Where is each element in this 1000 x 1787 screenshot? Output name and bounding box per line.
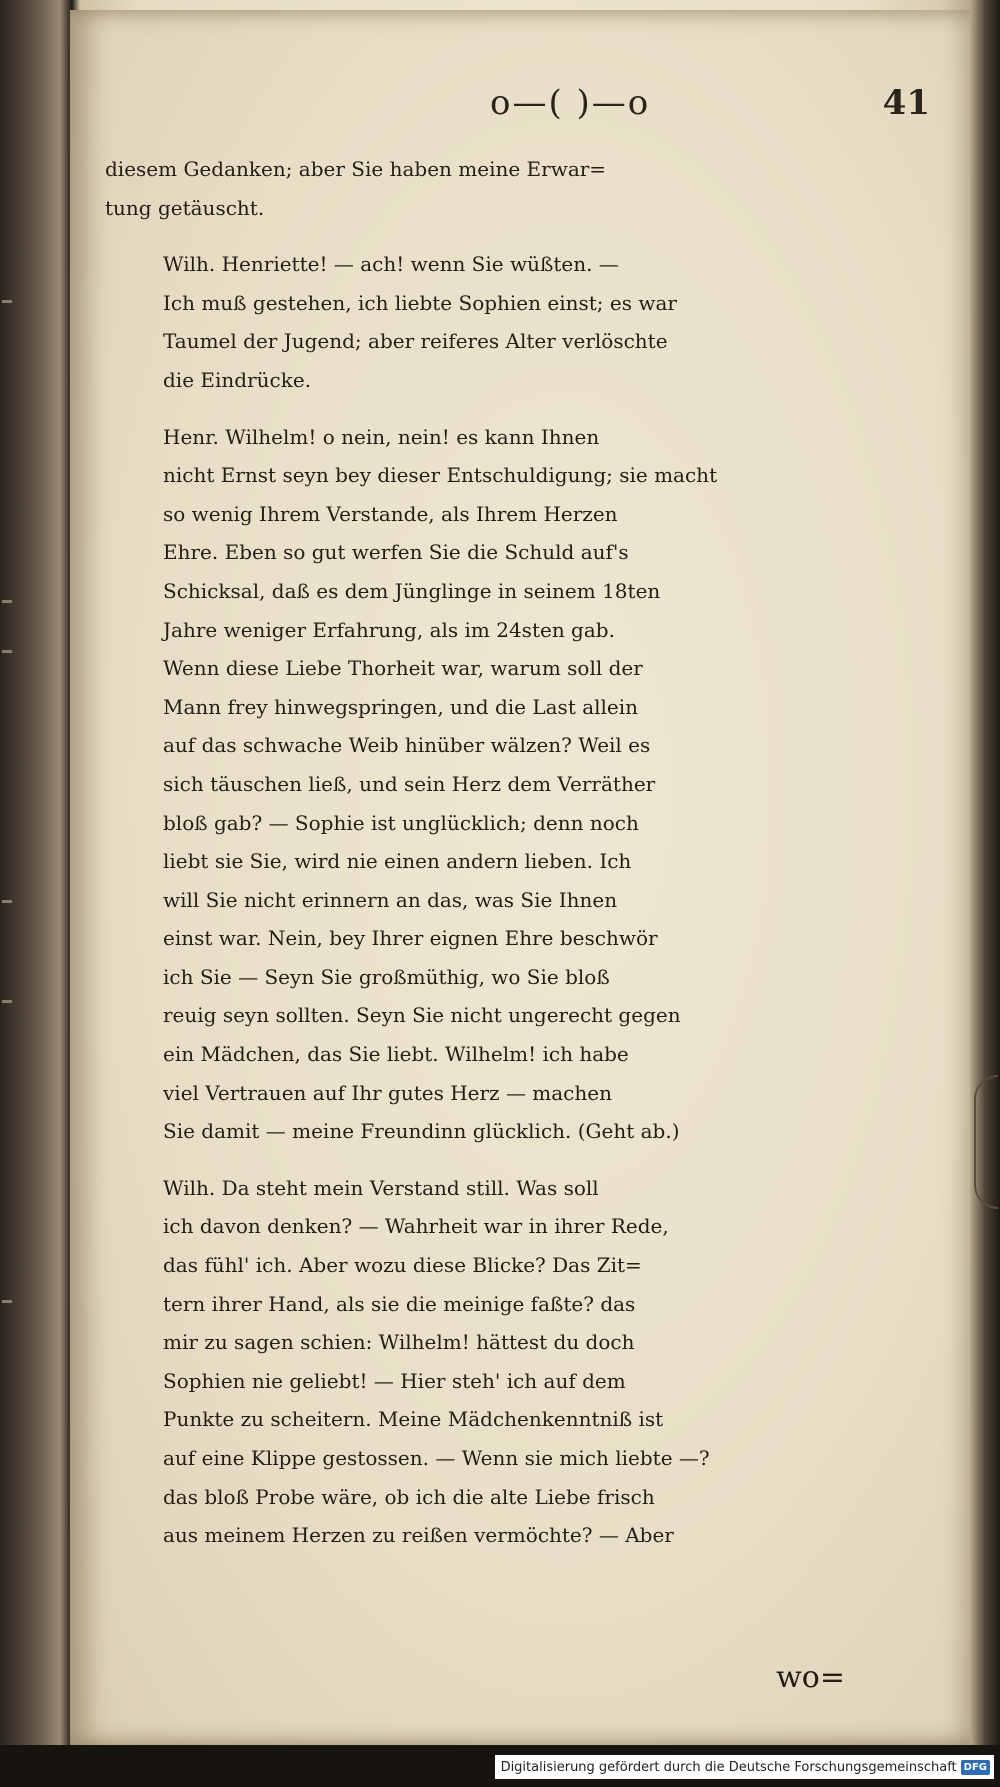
text-line: viel Vertrauen auf Ihr gutes Herz — machen: [163, 1080, 612, 1105]
header-ornament: o—( )—o: [490, 83, 651, 123]
text-line: das fühl' ich. Aber wozu diese Blicke? Das Zit=: [163, 1253, 642, 1278]
text-line: Sie damit — meine Freundinn glücklich. (Geht ab.): [163, 1119, 680, 1144]
paragraph: [105, 418, 925, 1151]
paragraph: [105, 1169, 925, 1555]
text-line: Taumel der Jugend; aber reiferes Alter verlöschte: [163, 329, 668, 354]
text-line: Punkte zu scheitern. Meine Mädchenkenntniß ist: [163, 1407, 664, 1432]
text-line: liebt sie Sie, wird nie einen andern lieben. Ich: [163, 849, 632, 874]
credit-text: Digitalisierung gefördert durch die Deutsche Forschungsgemeinschaft: [500, 1759, 957, 1775]
text-line: Schicksal, daß es dem Jünglinge in seinem 18ten: [163, 578, 661, 603]
text-line: Sophien nie geliebt! — Hier steh' ich auf dem: [163, 1368, 626, 1393]
text-line: tung getäuscht.: [105, 195, 265, 220]
text-line: Henr. Wilhelm! o nein, nein! es kann Ihnen: [163, 424, 600, 449]
text-line: Ich muß gestehen, ich liebte Sophien einst; es war: [163, 290, 677, 315]
text-line: das bloß Probe wäre, ob ich die alte Liebe frisch: [163, 1484, 655, 1509]
text-line: ein Mädchen, das Sie liebt. Wilhelm! ich habe: [163, 1042, 629, 1067]
text-line: Wilh. Henriette! — ach! wenn Sie wüßten. —: [163, 252, 619, 277]
text-line: die Eindrücke.: [163, 367, 312, 392]
digitization-credit[interactable]: [495, 1755, 994, 1779]
text-line: ich Sie — Seyn Sie großmüthig, wo Sie bloß: [163, 964, 610, 989]
text-line: Wilh. Da steht mein Verstand still. Was soll: [163, 1175, 599, 1200]
text-line: tern ihrer Hand, als sie die meinige faßte? das: [163, 1291, 636, 1316]
footer-band: [0, 1745, 1000, 1787]
text-line: auf eine Klippe gestossen. — Wenn sie mich liebte —?: [163, 1446, 710, 1470]
text-line: so wenig Ihrem Verstande, als Ihrem Herzen: [163, 501, 618, 526]
text-line: ich davon denken? — Wahrheit war in ihrer Rede,: [163, 1214, 669, 1239]
text-line: Ehre. Eben so gut werfen Sie die Schuld auf's: [163, 540, 629, 565]
text-line: auf das schwache Weib hinüber wälzen? Weil es: [163, 733, 651, 758]
page-header: [470, 78, 950, 128]
text-line: Wenn diese Liebe Thorheit war, warum soll der: [163, 656, 643, 681]
dfg-logo-icon: DFG: [961, 1760, 990, 1775]
text-line: Mann frey hinwegspringen, und die Last allein: [163, 694, 639, 719]
page-number: 41: [882, 83, 930, 123]
body-text: [105, 150, 925, 1573]
text-line: reuig seyn sollten. Seyn Sie nicht ungerecht gegen: [163, 1003, 681, 1028]
text-line: diesem Gedanken; aber Sie haben meine Erwar=: [105, 157, 607, 181]
text-line: nicht Ernst seyn bey dieser Entschuldigung; sie macht: [163, 463, 718, 488]
text-line: will Sie nicht erinnern an das, was Sie Ihnen: [163, 887, 618, 912]
catchword: wo=: [776, 1660, 845, 1695]
page-clip-mark: [974, 1075, 998, 1209]
text-line: Jahre weniger Erfahrung, als im 24sten gab.: [163, 617, 615, 642]
text-line: sich täuschen ließ, und sein Herz dem Verräther: [163, 771, 656, 796]
text-line: aus meinem Herzen zu reißen vermöchte? — Aber: [163, 1523, 674, 1548]
paragraph: [105, 150, 925, 227]
text-line: mir zu sagen schien: Wilhelm! hättest du doch: [163, 1330, 635, 1355]
text-line: bloß gab? — Sophie ist unglücklich; denn noch: [163, 810, 639, 835]
text-line: einst war. Nein, bey Ihrer eignen Ehre beschwör: [163, 926, 658, 951]
paragraph: [105, 245, 925, 399]
